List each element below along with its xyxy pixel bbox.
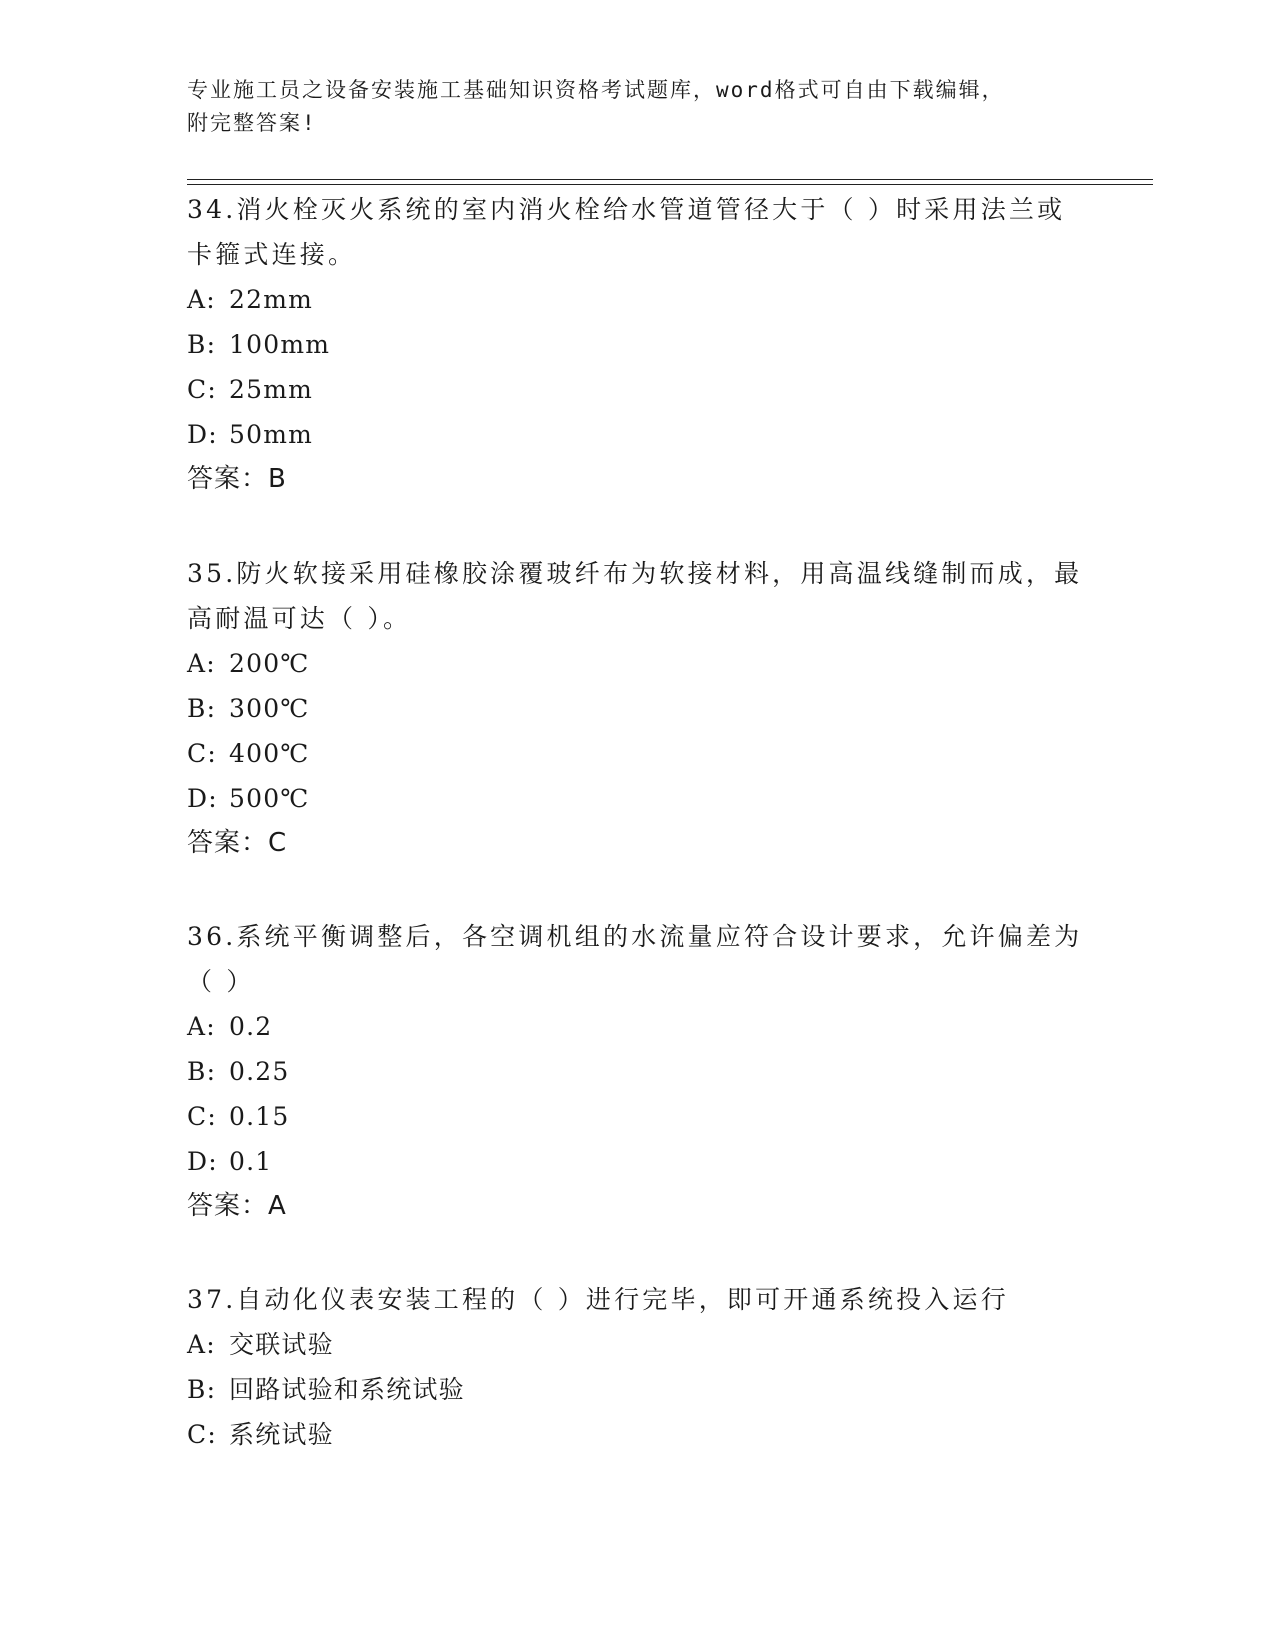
option-text: 0.15: [229, 1102, 290, 1131]
option-a: [187, 277, 1087, 322]
question-35: [187, 551, 1087, 866]
option-text: 0.25: [229, 1057, 290, 1086]
header-line-1: 专业施工员之设备安装施工基础知识资格考试题库，word格式可自由下载编辑，: [187, 78, 1005, 102]
question-36: [187, 914, 1087, 1229]
option-a: [187, 641, 1087, 686]
option-text: 交联试验: [229, 1330, 334, 1359]
option-text: 200℃: [229, 649, 310, 678]
option-a: [187, 1004, 1087, 1049]
option-text: 300℃: [229, 694, 310, 723]
option-text: 22mm: [229, 285, 314, 314]
option-b: [187, 1049, 1087, 1094]
question-stem: 34.消火栓灭火系统的室内消火栓给水管道管径大于（ ）时采用法兰或卡箍式连接。: [187, 195, 1066, 269]
header-divider-top: [187, 179, 1153, 180]
option-key: C:: [187, 375, 217, 404]
option-key: D:: [187, 784, 218, 813]
option-key: A:: [187, 1330, 216, 1359]
option-key: A:: [187, 285, 216, 314]
answer-line: 答案：C: [187, 828, 288, 858]
option-b: [187, 686, 1087, 731]
question-37: [187, 1277, 1087, 1457]
question-stem: 35.防火软接采用硅橡胶涂覆玻纤布为软接材料，用高温线缝制而成，最高耐温可达（ ）。: [187, 559, 1083, 633]
option-text: 25mm: [229, 375, 314, 404]
header-divider-bottom: [187, 184, 1153, 185]
option-text: 500℃: [229, 784, 310, 813]
option-d: [187, 776, 1087, 821]
question-stem: 36.系统平衡调整后，各空调机组的水流量应符合设计要求，允许偏差为（ ）: [187, 922, 1083, 996]
option-text: 回路试验和系统试验: [229, 1375, 465, 1404]
option-key: B:: [187, 1057, 217, 1086]
option-key: A:: [187, 1012, 216, 1041]
question-stem: 37.自动化仪表安装工程的（ ）进行完毕，即可开通系统投入运行: [187, 1285, 1009, 1314]
answer-line: 答案：B: [187, 464, 287, 494]
option-text: 400℃: [229, 739, 310, 768]
option-text: 0.2: [229, 1012, 273, 1041]
option-b: [187, 322, 1087, 367]
option-key: C:: [187, 739, 217, 768]
option-key: A:: [187, 649, 216, 678]
option-c: [187, 731, 1087, 776]
answer-line: 答案：A: [187, 1191, 287, 1221]
option-c: [187, 1094, 1087, 1139]
header-line-2: 附完整答案!: [187, 111, 317, 135]
option-key: B:: [187, 1375, 217, 1404]
option-key: C:: [187, 1420, 217, 1449]
option-key: B:: [187, 694, 217, 723]
option-key: D:: [187, 1147, 218, 1176]
document-header: [187, 74, 1087, 140]
option-d: [187, 412, 1087, 457]
question-34: [187, 187, 1087, 502]
option-key: C:: [187, 1102, 217, 1131]
option-b: [187, 1367, 1087, 1412]
option-text: 50mm: [229, 420, 314, 449]
option-key: D:: [187, 420, 218, 449]
option-c: [187, 367, 1087, 412]
option-text: 0.1: [229, 1147, 273, 1176]
option-c: [187, 1412, 1087, 1457]
option-key: B:: [187, 330, 217, 359]
option-text: 100mm: [229, 330, 331, 359]
option-text: 系统试验: [229, 1420, 334, 1449]
option-d: [187, 1139, 1087, 1184]
option-a: [187, 1322, 1087, 1367]
